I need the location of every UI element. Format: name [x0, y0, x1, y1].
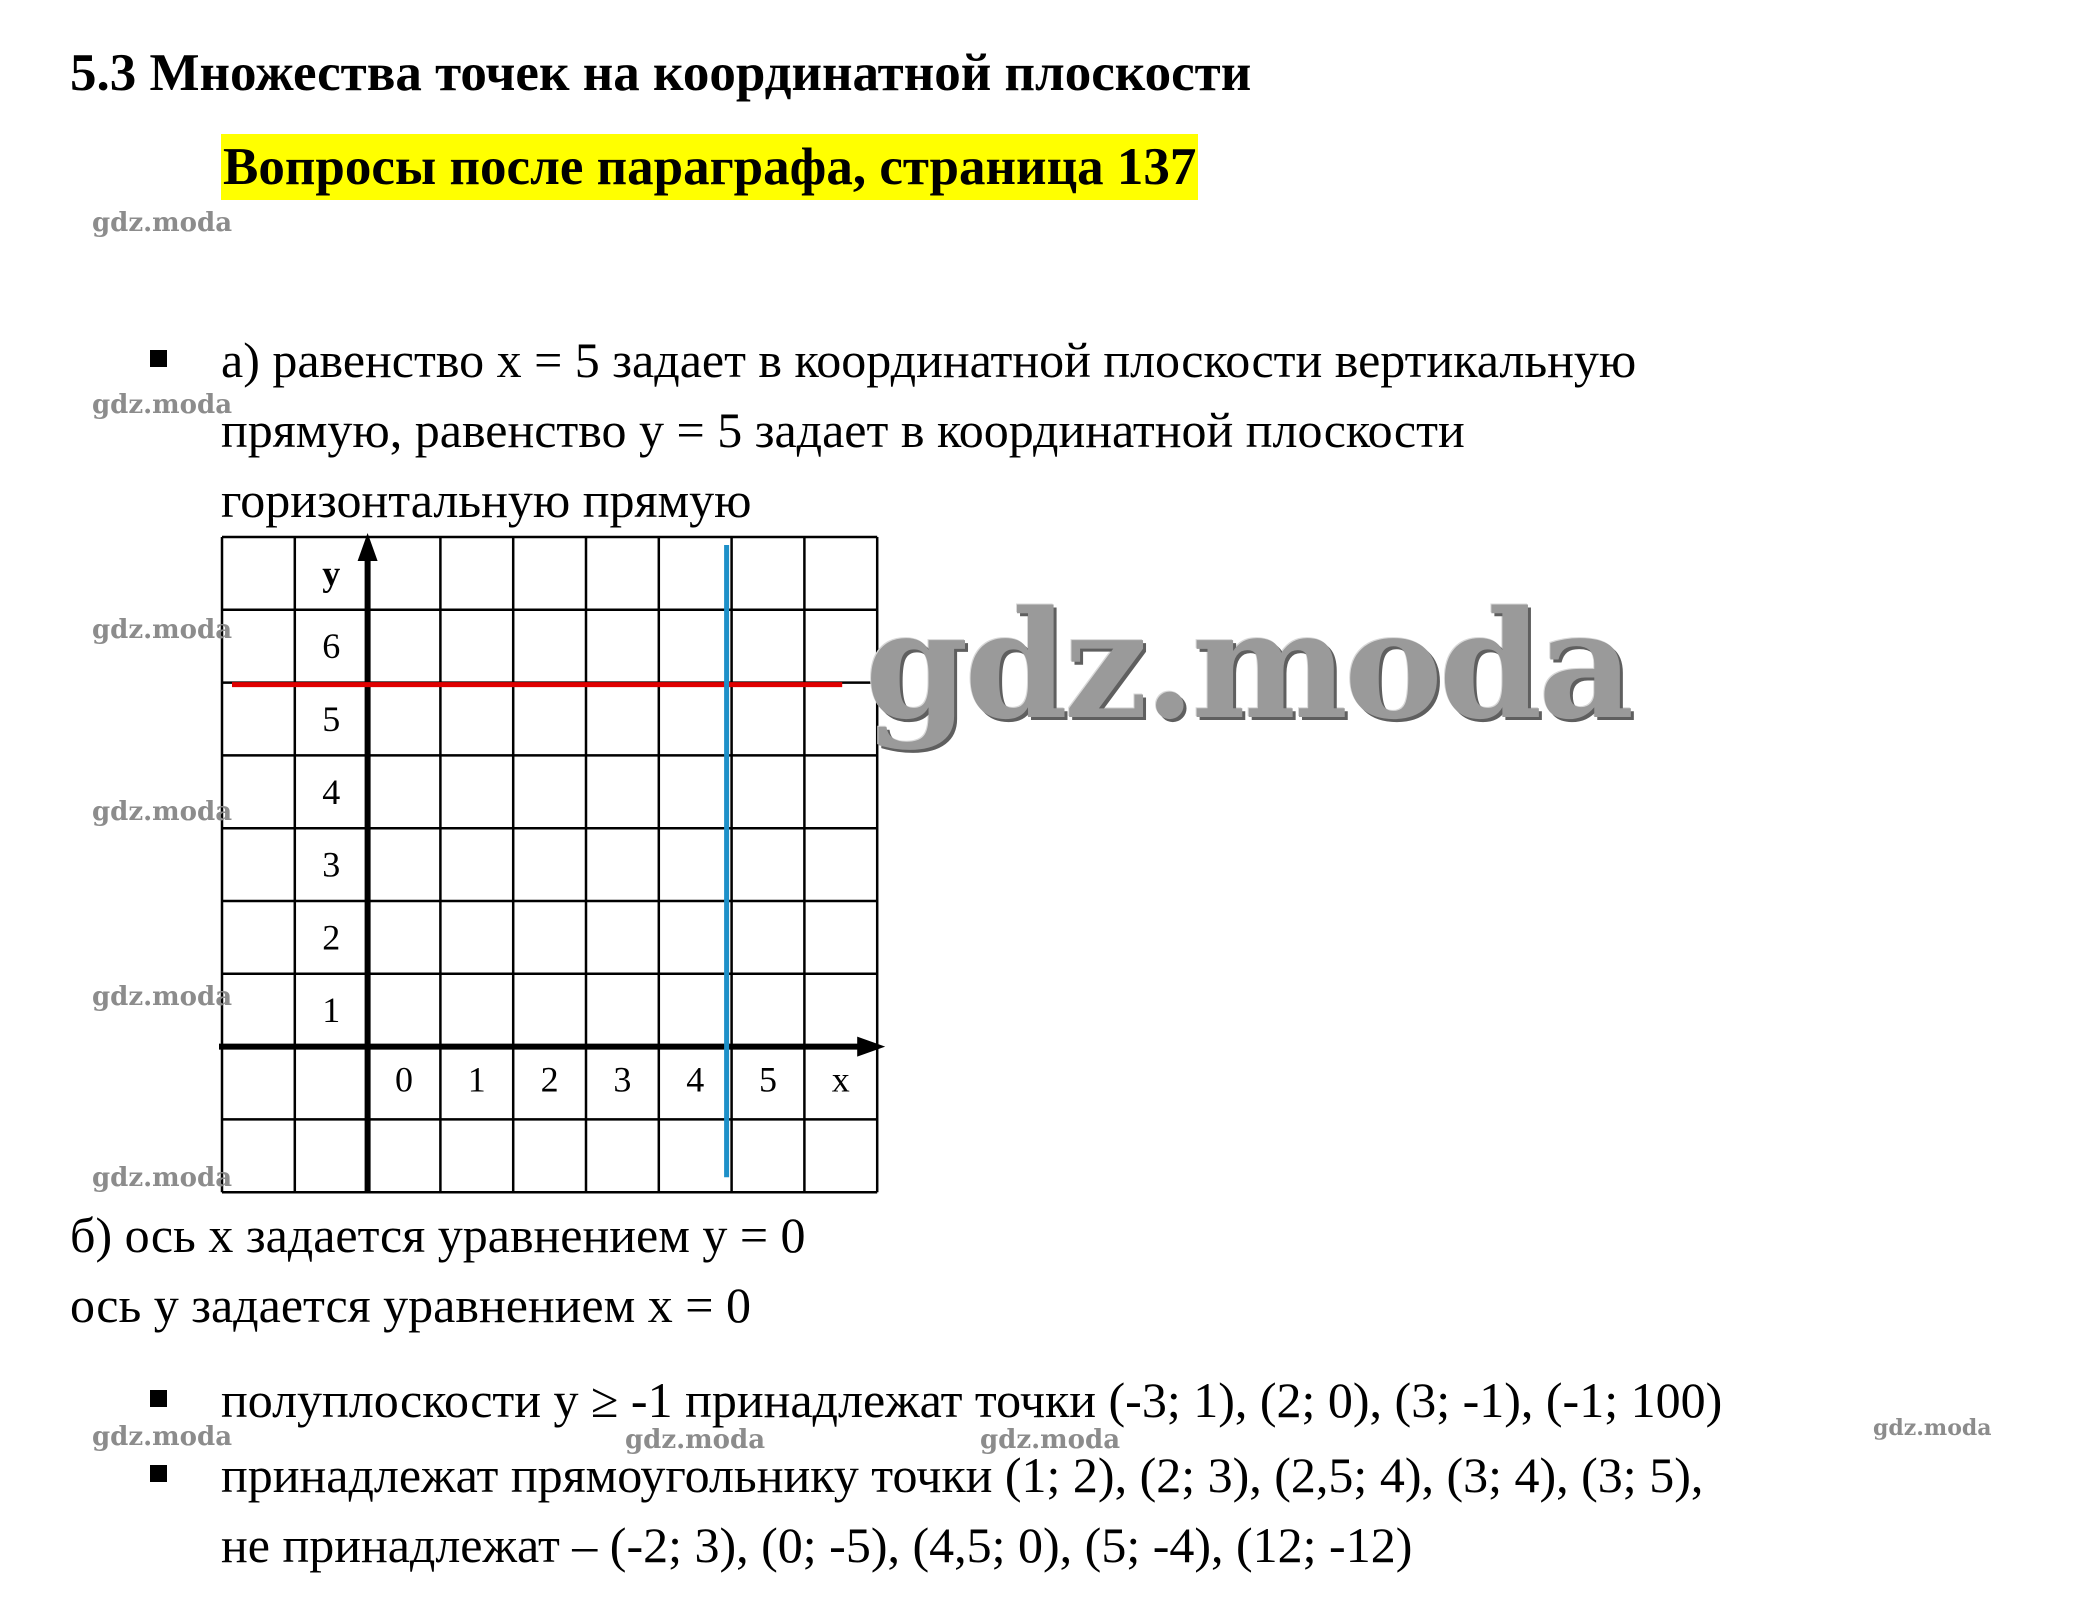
y-tick-label: 1 [322, 990, 341, 1031]
watermark-small: gdz.moda [92, 208, 233, 238]
x-tick-label: 5 [759, 1059, 777, 1100]
watermark-small: gdz.moda [92, 1163, 233, 1193]
watermark-small: gdz.moda [1873, 1415, 1992, 1441]
watermark-small: gdz.moda [92, 982, 233, 1012]
answer-a-line-2: прямую, равенство y = 5 задает в координатной плоскости [221, 402, 1465, 458]
answer-a-line-1: а) равенство x = 5 задает в координатной плоскости вертикальную [221, 332, 1637, 388]
x-tick-label: 3 [613, 1059, 632, 1100]
answer-b-line-1: б) ось x задается уравнением y = 0 [70, 1207, 806, 1263]
answer-a-line-3: горизонтальную прямую [221, 472, 752, 528]
answer-b-line-2: ось y задается уравнением x = 0 [70, 1277, 751, 1333]
y-tick-label: 3 [322, 844, 341, 885]
x-tick-label: 0 [395, 1059, 413, 1100]
y-axis-label: y [322, 553, 341, 594]
bullet-marker-rectangle [150, 1465, 167, 1482]
watermark-small: gdz.moda [625, 1425, 766, 1455]
answer-rectangle-line-2: не принадлежат – (-2; 3), (0; -5), (4,5; 0), (5; -4), (12; -12) [221, 1517, 1413, 1573]
y-tick-label: 4 [322, 771, 341, 812]
watermark-large: gdz.moda [865, 578, 1631, 752]
watermark-small: gdz.moda [92, 797, 233, 827]
watermark-small: gdz.moda [92, 615, 233, 645]
watermark-small: gdz.moda [92, 390, 233, 420]
x-tick-label: 4 [686, 1059, 705, 1100]
page-subtitle-highlighted: Вопросы после параграфа, страница 137 [221, 134, 1198, 200]
watermark-small: gdz.moda [980, 1425, 1121, 1455]
page-title: 5.3 Множества точек на координатной плоскости [70, 44, 1252, 102]
answer-halfplane: полуплоскости y ≥ -1 принадлежат точки (-3; 1), (2; 0), (3; -1), (-1; 100) [221, 1372, 1723, 1428]
bullet-marker-halfplane [150, 1390, 167, 1407]
watermark-small: gdz.moda [92, 1422, 233, 1452]
x-axis-arrow [857, 1037, 885, 1057]
answer-rectangle-line-1: принадлежат прямоугольнику точки (1; 2), (2; 3), (2,5; 4), (3; 4), (3; 5), [221, 1447, 1704, 1503]
x-tick-label: 2 [540, 1059, 559, 1100]
y-tick-label: 5 [322, 699, 341, 739]
x-tick-label: 1 [467, 1059, 486, 1100]
y-tick-label: 2 [322, 917, 341, 958]
x-axis-label: x [831, 1059, 850, 1100]
y-tick-label: 6 [322, 626, 341, 667]
